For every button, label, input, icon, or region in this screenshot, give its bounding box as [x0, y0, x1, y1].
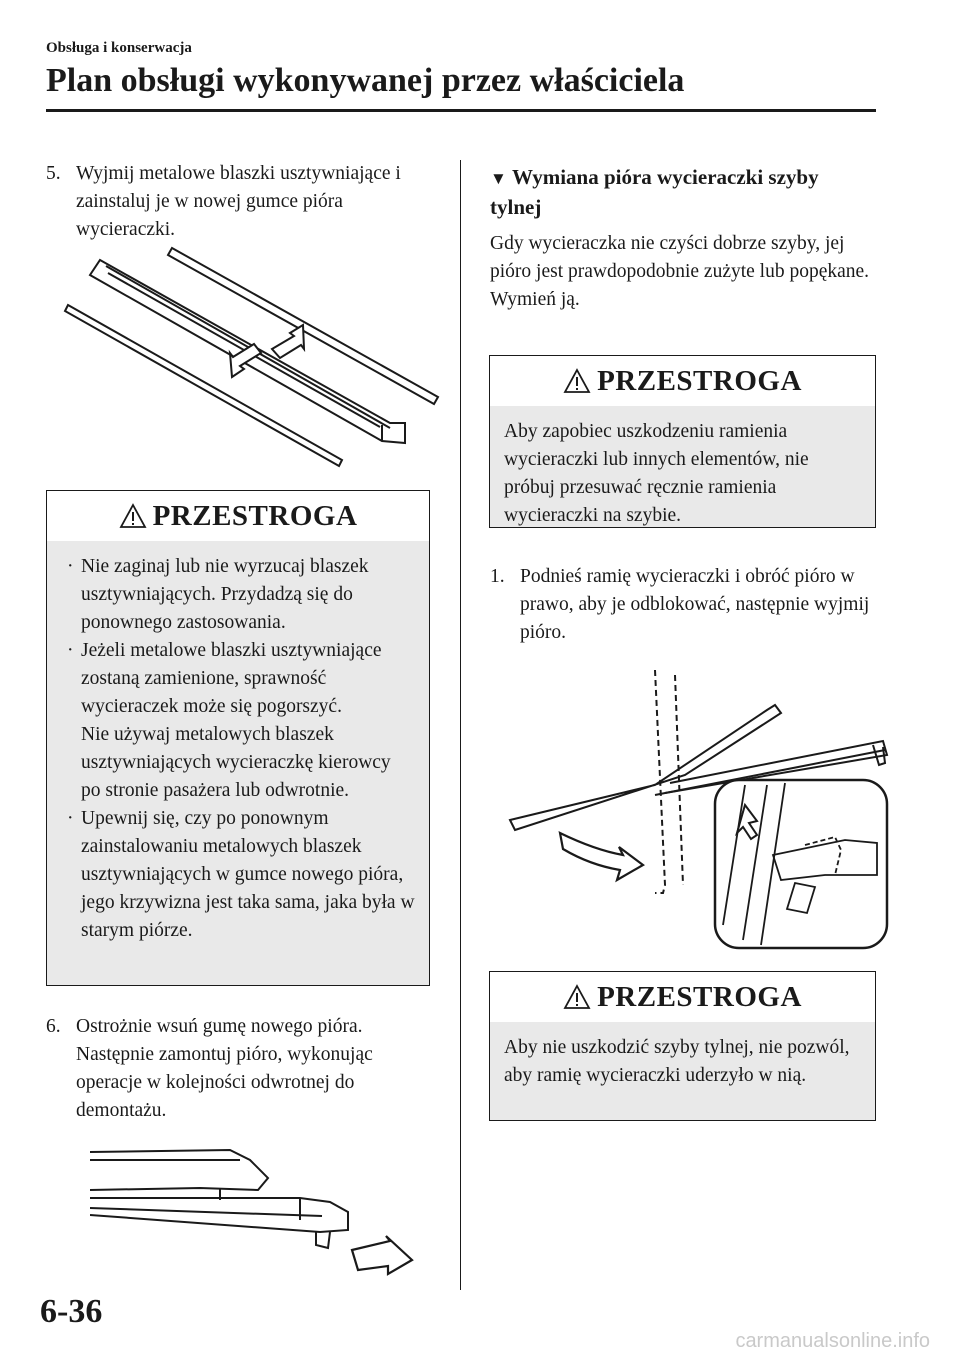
column-divider	[460, 160, 461, 1290]
rear-wiper-removal-illustration	[505, 665, 895, 955]
step-text: Ostrożnie wsuń gumę nowego pióra. Następnie zamontuj pióro, wykonując operacje w kolejności odwrotnej do demontażu.	[76, 1016, 373, 1121]
step-number: 1.	[490, 566, 505, 587]
warning-triangle-icon	[119, 503, 147, 529]
caution-bullet: · Upewnij się, czy po ponownym zainstalowaniu metalowych blaszek usztywniających w gumce nowego pióra, jego krzywizna jest taka sama, jaka była w starym piórze.	[67, 808, 415, 941]
caution-header	[47, 491, 429, 541]
triangle-down-icon: ▼	[490, 169, 507, 188]
rotation-arrow-icon	[560, 833, 643, 880]
bullet-text: Upewnij się, czy po ponownym zainstalowaniu metalowych blaszek usztywniających w gumce nowego pióra, jego krzywizna jest taka sama, jaka była w starym piórze.	[81, 808, 415, 941]
caution-box-1	[46, 490, 430, 986]
caution-header	[490, 972, 875, 1022]
bullet-text-extra: Nie używaj metalowych blaszek usztywniających wycieraczkę kierowcy po stronie pasażera lub odwrotnie.	[81, 724, 391, 801]
bullet-text: Nie zaginaj lub nie wyrzucaj blaszek usztywniających. Przydadzą się do ponownego zastosowania.	[81, 556, 369, 633]
page-number: 6-36	[40, 1293, 103, 1330]
watermark: carmanualsonline.info	[735, 1330, 930, 1352]
stiffener-strips-illustration	[60, 245, 450, 475]
bullet-text: Jeżeli metalowe blaszki usztywniające zostaną zamienione, sprawność wycieraczek może się pogorszyć.	[81, 640, 382, 717]
intro-paragraph: Gdy wycieraczka nie czyści dobrze szyby, jej pióro jest prawdopodobnie zużyte lub popękane.	[490, 233, 870, 282]
blade-insertion-illustration	[90, 1120, 420, 1280]
warning-triangle-icon	[563, 984, 591, 1010]
section-label: Obsługa i konserwacja	[46, 40, 192, 56]
caution-body: Aby zapobiec uszkodzeniu ramienia wycieraczki lub innych elementów, nie próbuj przesuwać ręcznie ramienia wycieraczki na szybie.	[490, 406, 875, 527]
warning-triangle-icon	[563, 368, 591, 394]
arrow-icon	[352, 1236, 412, 1274]
caution-title: PRZESTROGA	[597, 364, 802, 397]
caution-title: PRZESTROGA	[597, 980, 802, 1013]
caution-bullet: · Jeżeli metalowe blaszki usztywniające zostaną zamienione, sprawność wycieraczek może się pogorszyć. Nie używaj metalowych blaszek usztywniających wycieraczkę kierowcy po stronie pasażera lub odwrotnie.	[61, 637, 415, 805]
step-1	[490, 563, 875, 647]
step-text: Podnieś ramię wycieraczki i obróć pióro w prawo, aby je odblokować, następnie wyjmij pióro.	[520, 566, 870, 643]
step-number: 5.	[46, 163, 61, 184]
caution-box-3	[489, 971, 876, 1121]
subheading-text: Wymiana pióra wycieraczki szyby tylnej	[490, 165, 819, 219]
step-6	[46, 1013, 426, 1125]
caution-body	[47, 541, 429, 985]
step-text: Wyjmij metalowe blaszki usztywniające i zainstaluj je w nowej gumce pióra wycieraczki.	[76, 163, 401, 240]
intro-text	[490, 230, 875, 314]
caution-header	[490, 356, 875, 406]
intro-instruction: Wymień ją.	[490, 289, 580, 310]
detail-inset	[715, 780, 887, 948]
title-rule	[46, 109, 876, 112]
section-subheading	[490, 163, 870, 221]
page-title: Plan obsługi wykonywanej przez właściciela	[46, 62, 685, 99]
caution-body: Aby nie uszkodzić szyby tylnej, nie pozwól, aby ramię wycieraczki uderzyło w nią.	[490, 1022, 875, 1120]
caution-box-2	[489, 355, 876, 528]
step-5	[46, 160, 426, 244]
caution-bullet: · Nie zaginaj lub nie wyrzucaj blaszek usztywniających. Przydadzą się do ponownego zastosowania.	[67, 556, 369, 633]
step-number: 6.	[46, 1016, 61, 1037]
caution-title: PRZESTROGA	[152, 499, 358, 532]
